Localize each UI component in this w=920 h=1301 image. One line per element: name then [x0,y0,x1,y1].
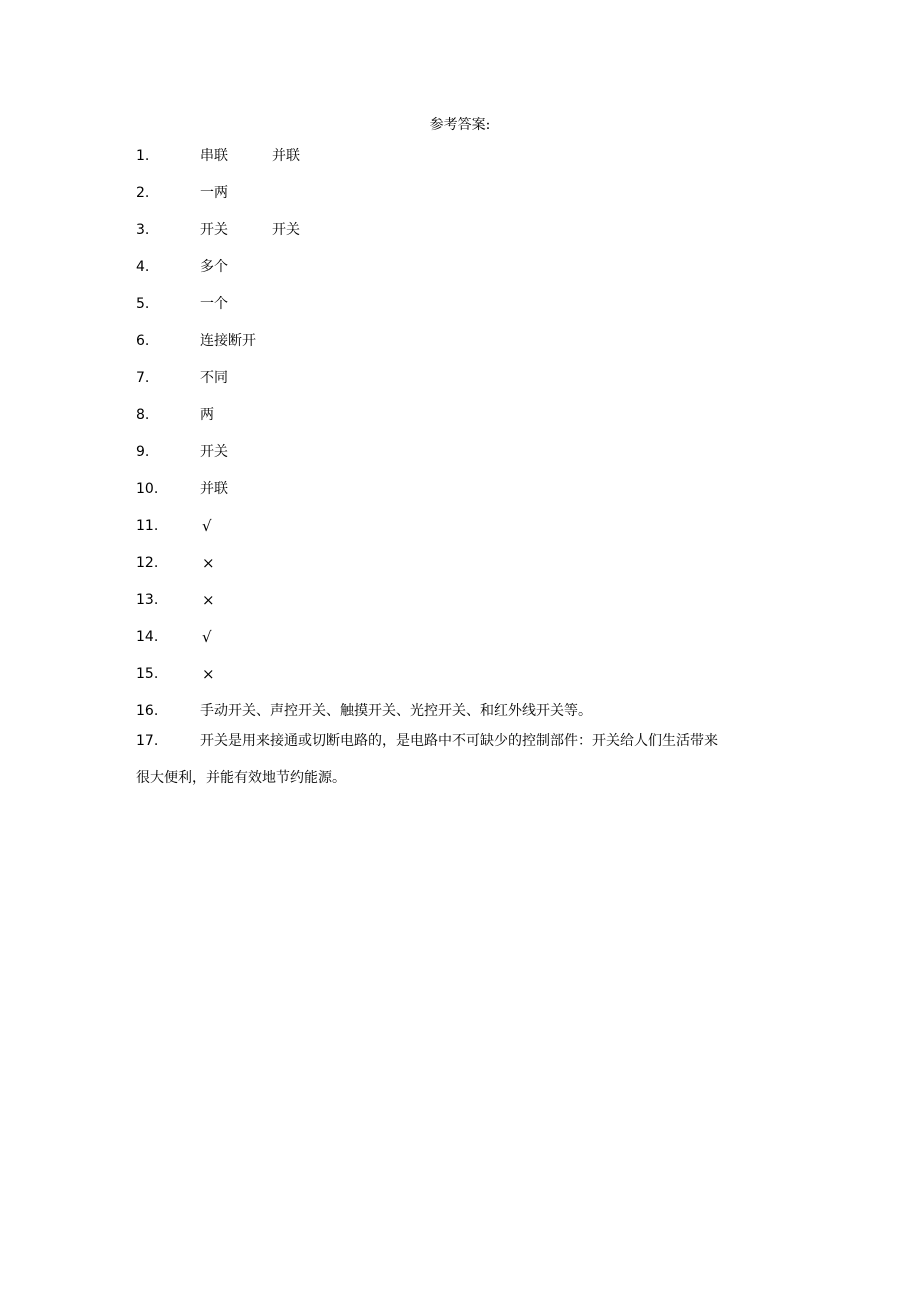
answer-text: 并联 [200,481,228,497]
answer-text: 多个 [200,259,228,275]
answer-text-continuation: 很大便利，并能有效地节约能源。 [136,770,346,786]
cross-mark-icon: × [202,591,215,609]
page-title: 参考答案: [429,117,491,133]
list-item [136,730,786,800]
item-number: 16. [136,703,159,719]
item-number: 2. [136,185,150,201]
item-number: 6. [136,333,150,349]
cross-mark-icon: × [202,665,215,683]
list-item [136,404,786,441]
item-number: 5. [136,296,150,312]
item-number: 3. [136,222,150,238]
item-number: 7. [136,370,150,386]
list-item [136,663,786,700]
list-item [136,256,786,293]
list-item [136,182,786,219]
list-item [136,700,786,730]
item-number: 9. [136,444,150,460]
answer-text: 开关 [200,222,228,238]
item-number: 8. [136,407,150,423]
answer-text: 开关 [200,444,228,460]
list-item [136,219,786,256]
item-number: 4. [136,259,150,275]
answer-text: 开关是用来接通或切断电路的，是电路中不可缺少的控制部件：开关给人们生活带来 [200,733,718,749]
item-number: 15. [136,666,159,682]
item-number: 17. [136,733,159,749]
list-item [136,367,786,404]
list-item [136,293,786,330]
answer-text: 两 [200,407,214,423]
answer-text: 不同 [200,370,228,386]
answer-text-second: 开关 [272,222,300,238]
item-number: 12. [136,555,159,571]
check-mark-icon: √ [202,628,212,646]
cross-mark-icon: × [202,554,215,572]
item-number: 13. [136,592,159,608]
list-item [136,330,786,367]
item-number: 11. [136,518,159,534]
answer-text: 连接断开 [200,333,256,349]
item-number: 14. [136,629,159,645]
list-item [136,515,786,552]
answer-text: 一个 [200,296,228,312]
list-item [136,478,786,515]
list-item [136,626,786,663]
item-number: 1. [136,148,150,164]
list-item [136,589,786,626]
item-number: 10. [136,481,159,497]
list-item [136,145,786,182]
list-item [136,552,786,589]
answer-text-second: 并联 [272,148,300,164]
answer-text: 串联 [200,148,228,164]
answer-text: 手动开关、声控开关、触摸开关、光控开关、和红外线开关等。 [200,703,592,719]
check-mark-icon: √ [202,517,212,535]
list-item [136,441,786,478]
answer-text: 一两 [200,185,228,201]
answer-list [136,145,786,800]
